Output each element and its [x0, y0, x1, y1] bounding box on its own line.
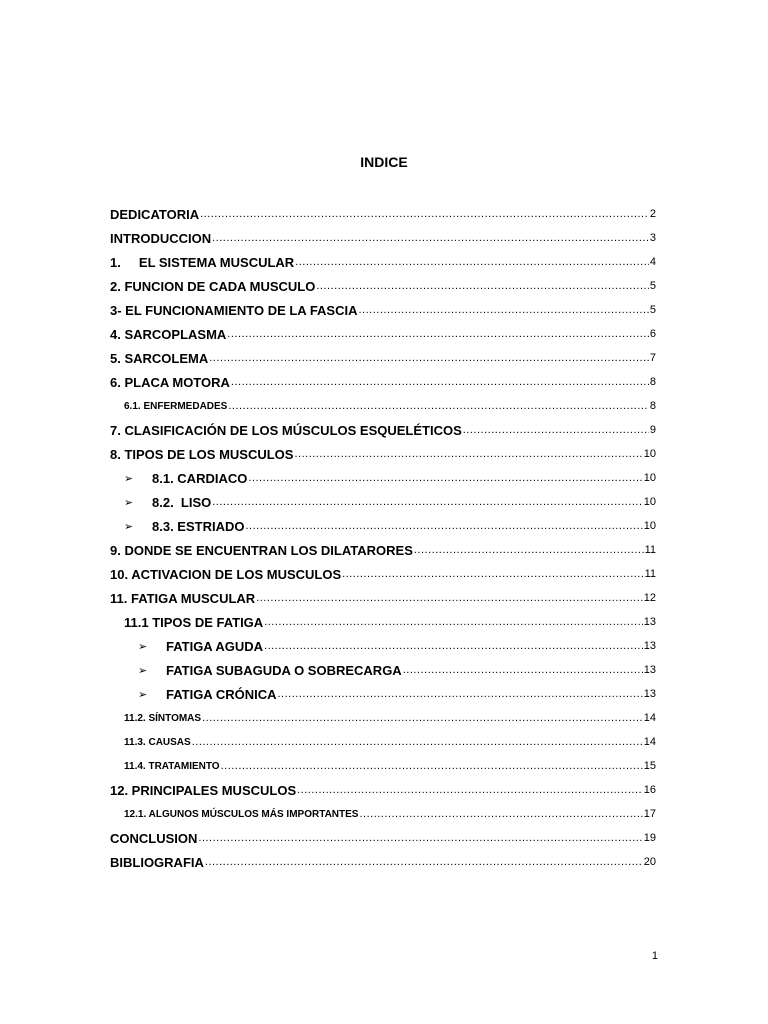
- toc-page-number: 10: [643, 520, 656, 532]
- toc-entry-label: 6. PLACA MOTORA: [110, 375, 230, 390]
- toc-entry-tratamiento[interactable]: [110, 751, 656, 775]
- toc-page-number: 12: [643, 592, 656, 604]
- toc-page-number: 9: [649, 424, 656, 436]
- toc-entry-label: 6.1. ENFERMEDADES: [124, 401, 228, 412]
- toc-leader-dots: [359, 303, 649, 319]
- toc-entry-label: 12. PRINCIPALES MUSCULOS: [110, 783, 297, 798]
- toc-leader-dots: [295, 255, 649, 271]
- toc-entry-label: 3- EL FUNCIONAMIENTO DE LA FASCIA: [110, 303, 358, 318]
- toc-page-number: 20: [643, 856, 656, 868]
- toc-entry-label: INTRODUCCION: [110, 231, 212, 246]
- arrow-bullet-icon: ➢: [124, 496, 134, 509]
- toc-entry-label: 8. TIPOS DE LOS MUSCULOS: [110, 447, 294, 462]
- toc-page-number: 16: [643, 784, 656, 796]
- toc-leader-dots: [297, 783, 643, 799]
- toc-entry-enfermedades[interactable]: [110, 391, 656, 415]
- arrow-bullet-icon: ➢: [124, 520, 134, 533]
- toc-entry-tipos-fatiga[interactable]: [110, 607, 656, 631]
- toc-entry-tipos-musculos[interactable]: [110, 439, 656, 463]
- toc-leader-dots: [212, 495, 643, 511]
- page-title: INDICE: [360, 154, 408, 170]
- toc-leader-dots: [264, 639, 643, 655]
- toc-leader-dots: [256, 591, 643, 607]
- toc-entry-sintomas[interactable]: [110, 703, 656, 727]
- toc-page-number: 19: [643, 832, 656, 844]
- toc-page-number: 13: [643, 640, 656, 652]
- toc-page-number: 14: [643, 736, 656, 748]
- toc-entry-dilatarores[interactable]: [110, 535, 656, 559]
- toc-entry-estriado[interactable]: [110, 511, 656, 535]
- toc-page-number: 8: [649, 376, 656, 388]
- toc-page-number: 15: [643, 760, 656, 772]
- toc-entry-activacion[interactable]: [110, 559, 656, 583]
- toc-entry-placa-motora[interactable]: [110, 367, 656, 391]
- toc-leader-dots: [278, 687, 643, 703]
- toc-leader-dots: [205, 855, 643, 871]
- toc-leader-dots: [221, 759, 643, 775]
- toc-entry-liso[interactable]: [110, 487, 656, 511]
- toc-leader-dots: [198, 831, 642, 847]
- toc-entry-label: DEDICATORIA: [110, 207, 200, 222]
- toc-page-number: 11: [644, 544, 656, 556]
- toc-entry-musculos-importantes[interactable]: [110, 799, 656, 823]
- toc-page-number: 5: [649, 280, 656, 292]
- toc-entry-sistema-muscular[interactable]: [110, 247, 656, 271]
- toc-leader-dots: [248, 471, 642, 487]
- toc-entry-bibliografia[interactable]: [110, 847, 656, 871]
- toc-entry-label: 1. EL SISTEMA MUSCULAR: [110, 255, 295, 270]
- toc-entry-label: 11. FATIGA MUSCULAR: [110, 591, 256, 606]
- toc-leader-dots: [202, 711, 643, 727]
- toc-entry-fatiga-muscular[interactable]: [110, 583, 656, 607]
- toc-leader-dots: [212, 231, 649, 247]
- toc-entry-sarcolema[interactable]: [110, 343, 656, 367]
- toc-page-number: 13: [643, 616, 656, 628]
- toc-leader-dots: [463, 423, 649, 439]
- arrow-bullet-icon: ➢: [138, 688, 148, 701]
- toc-leader-dots: [227, 327, 649, 343]
- toc-entry-label: 9. DONDE SE ENCUENTRAN LOS DILATARORES: [110, 543, 413, 558]
- table-of-contents: [110, 199, 656, 871]
- toc-entry-label: 8.1. CARDIACO: [152, 471, 248, 486]
- toc-entry-label: 11.2. SÍNTOMAS: [124, 713, 202, 724]
- toc-entry-introduccion[interactable]: [110, 223, 656, 247]
- toc-page-number: 5: [649, 304, 656, 316]
- toc-entry-conclusion[interactable]: [110, 823, 656, 847]
- toc-leader-dots: [245, 519, 642, 535]
- toc-entry-dedicatoria[interactable]: [110, 199, 656, 223]
- arrow-bullet-icon: ➢: [138, 664, 148, 677]
- toc-page-number: 2: [649, 208, 656, 220]
- toc-leader-dots: [264, 615, 643, 631]
- toc-page-number: 11: [644, 568, 656, 580]
- toc-entry-label: FATIGA AGUDA: [166, 639, 264, 654]
- toc-entry-label: 12.1. ALGUNOS MÚSCULOS MÁS IMPORTANTES: [124, 809, 359, 820]
- toc-entry-label: 11.3. CAUSAS: [124, 737, 191, 748]
- toc-leader-dots: [209, 351, 649, 367]
- toc-entry-label: 4. SARCOPLASMA: [110, 327, 227, 342]
- toc-leader-dots: [231, 375, 649, 391]
- toc-page-number: 13: [643, 664, 656, 676]
- toc-entry-label: 11.1 TIPOS DE FATIGA: [124, 615, 264, 630]
- toc-entry-fatiga-subaguda[interactable]: [110, 655, 656, 679]
- toc-entry-label: 5. SARCOLEMA: [110, 351, 209, 366]
- toc-entry-label: 11.4. TRATAMIENTO: [124, 761, 220, 772]
- toc-entry-fatiga-cronica[interactable]: [110, 679, 656, 703]
- toc-leader-dots: [192, 735, 643, 751]
- arrow-bullet-icon: ➢: [124, 472, 134, 485]
- toc-leader-dots: [294, 447, 642, 463]
- toc-entry-label: CONCLUSION: [110, 831, 198, 846]
- toc-leader-dots: [359, 807, 642, 823]
- toc-entry-sarcoplasma[interactable]: [110, 319, 656, 343]
- toc-page-number: 10: [643, 448, 656, 460]
- toc-entry-cardiaco[interactable]: [110, 463, 656, 487]
- toc-entry-label: FATIGA SUBAGUDA O SOBRECARGA: [166, 663, 402, 678]
- toc-leader-dots: [316, 279, 649, 295]
- toc-leader-dots: [403, 663, 643, 679]
- toc-entry-label: BIBLIOGRAFIA: [110, 855, 204, 870]
- page-number: 1: [651, 950, 658, 962]
- toc-leader-dots: [342, 567, 643, 583]
- toc-page-number: 14: [643, 712, 656, 724]
- toc-entry-label: 8.3. ESTRIADO: [152, 519, 245, 534]
- toc-entry-principales-musculos[interactable]: [110, 775, 656, 799]
- toc-leader-dots: [414, 543, 644, 559]
- toc-entry-fatiga-aguda[interactable]: [110, 631, 656, 655]
- toc-page-number: 10: [643, 496, 656, 508]
- toc-entry-funcion-musculo[interactable]: [110, 271, 656, 295]
- toc-entry-causas[interactable]: [110, 727, 656, 751]
- toc-page-number: 6: [649, 328, 656, 340]
- toc-entry-label: 7. CLASIFICACIÓN DE LOS MÚSCULOS ESQUELÉTICOS: [110, 423, 462, 438]
- toc-entry-label: 10. ACTIVACION DE LOS MUSCULOS: [110, 567, 342, 582]
- toc-entry-fascia[interactable]: [110, 295, 656, 319]
- toc-page-number: 17: [643, 808, 656, 820]
- toc-page-number: 7: [649, 352, 656, 364]
- arrow-bullet-icon: ➢: [138, 640, 148, 653]
- toc-page-number: 3: [649, 232, 656, 244]
- toc-entry-label: 2. FUNCION DE CADA MUSCULO: [110, 279, 316, 294]
- toc-entry-clasificacion[interactable]: [110, 415, 656, 439]
- toc-page-number: 10: [643, 472, 656, 484]
- toc-leader-dots: [200, 207, 649, 223]
- toc-leader-dots: [228, 399, 649, 415]
- toc-page-number: 4: [649, 256, 656, 268]
- toc-page-number: 8: [649, 400, 656, 412]
- toc-entry-label: 8.2. LISO: [152, 495, 212, 510]
- toc-entry-label: FATIGA CRÓNICA: [166, 687, 277, 702]
- toc-page-number: 13: [643, 688, 656, 700]
